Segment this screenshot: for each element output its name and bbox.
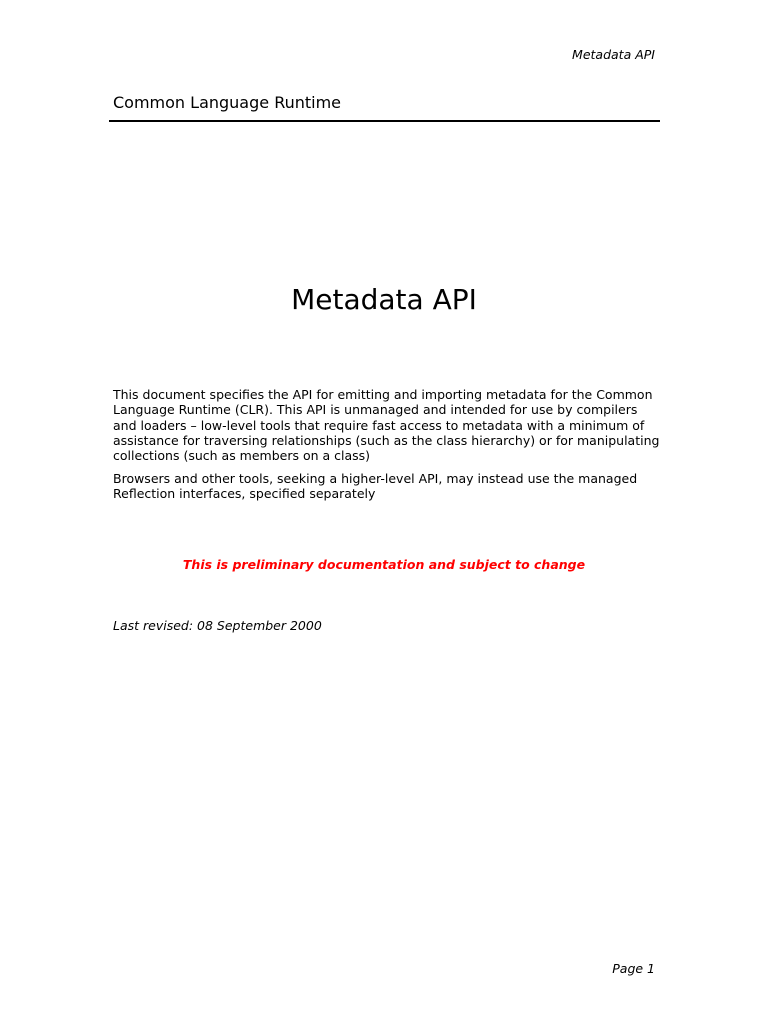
running-header: Metadata API	[572, 47, 655, 62]
browsers-paragraph: Browsers and other tools, seeking a higher-level API, may instead use the managed Reflection interfaces, specified separately	[113, 471, 638, 502]
section-heading: Common Language Runtime	[113, 93, 342, 112]
heading-divider	[109, 120, 660, 122]
page-number: Page 1	[612, 961, 655, 976]
intro-paragraph: This document specifies the API for emitting and importing metadata for the Common Language Runtime (CLR). This API is unmanaged and intended for use by compilers and loaders – low-level tools that require fast access to metadata with a minimum of assistance for traversing relationships (such as the class hierarchy) or for manipulating collections (such as members on a class)	[113, 387, 660, 464]
document-title: Metadata API	[291, 283, 477, 316]
preliminary-notice: This is preliminary documentation and subject to change	[182, 557, 586, 572]
last-revised: Last revised: 08 September 2000	[113, 618, 322, 633]
